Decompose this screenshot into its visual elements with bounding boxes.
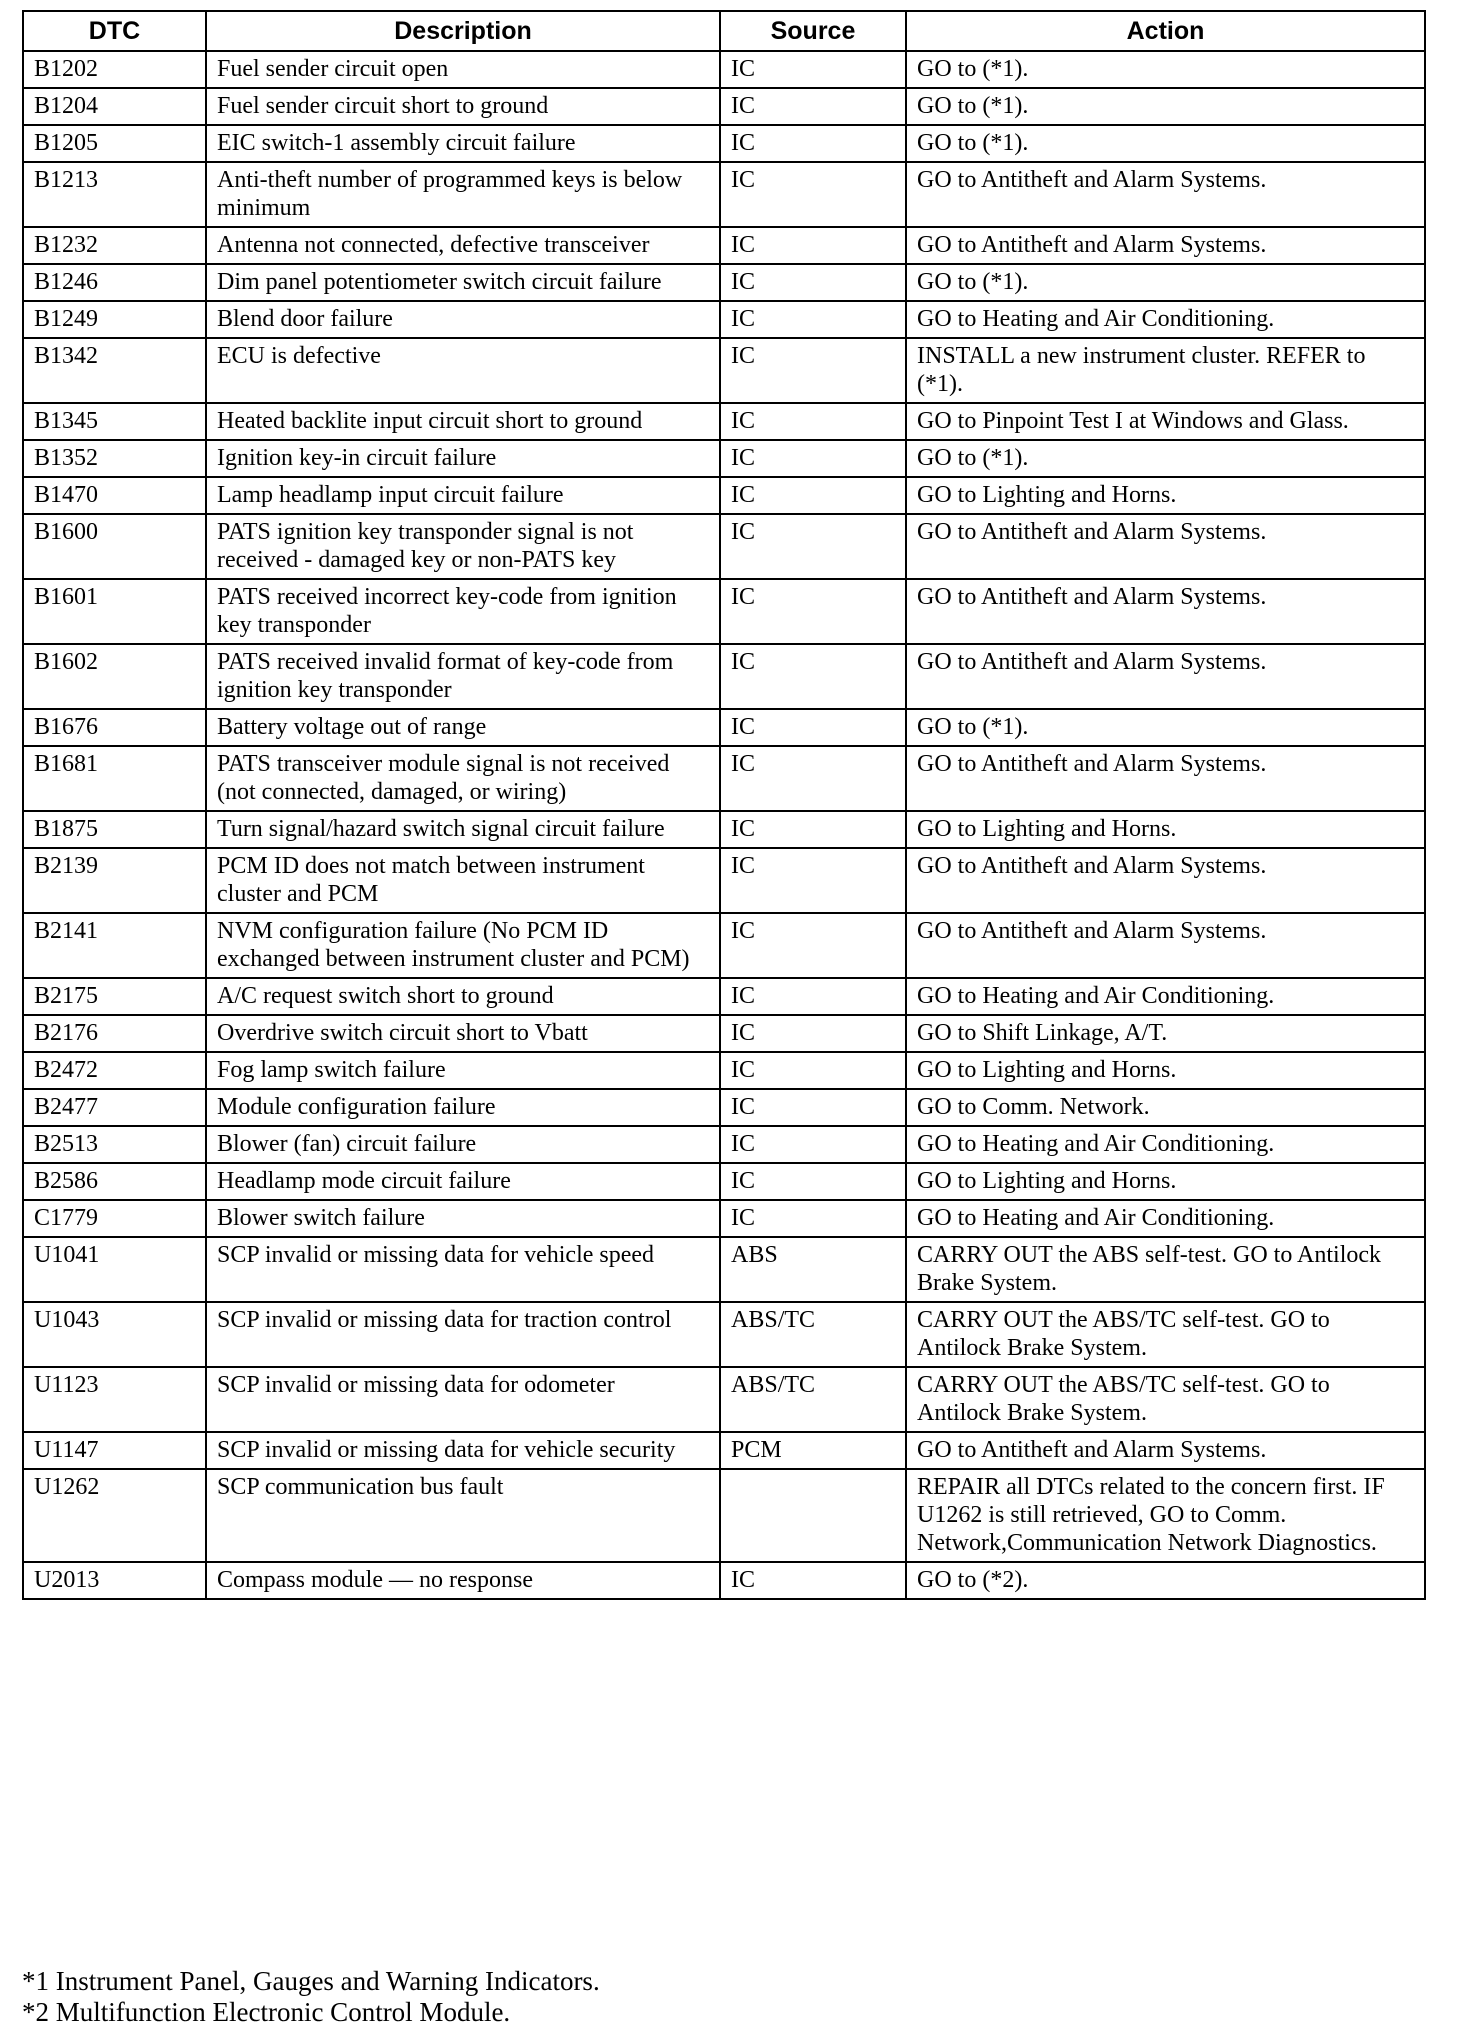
action-cell: GO to Comm. Network. (906, 1089, 1425, 1126)
table-row (23, 301, 1425, 338)
action-cell: GO to (*2). (906, 1562, 1425, 1599)
dtc-code-cell: B1213 (23, 162, 206, 227)
source-cell: ABS/TC (720, 1302, 906, 1367)
action-cell: CARRY OUT the ABS/TC self-test. GO to Antilock Brake System. (906, 1302, 1425, 1367)
dtc-code-cell: U2013 (23, 1562, 206, 1599)
source-cell: IC (720, 162, 906, 227)
table-body (23, 51, 1425, 1599)
dtc-code-cell: B1676 (23, 709, 206, 746)
table-row (23, 1163, 1425, 1200)
action-cell: GO to (*1). (906, 125, 1425, 162)
table-row (23, 1237, 1425, 1302)
dtc-code-cell: U1262 (23, 1469, 206, 1562)
source-cell: IC (720, 1562, 906, 1599)
action-cell: CARRY OUT the ABS/TC self-test. GO to Antilock Brake System. (906, 1367, 1425, 1432)
dtc-code-cell: U1041 (23, 1237, 206, 1302)
table-row (23, 746, 1425, 811)
action-cell: GO to (*1). (906, 264, 1425, 301)
dtc-code-cell: B1600 (23, 514, 206, 579)
description-cell: SCP communication bus fault (206, 1469, 720, 1562)
description-cell: Compass module — no response (206, 1562, 720, 1599)
source-cell: IC (720, 1163, 906, 1200)
source-cell: IC (720, 1200, 906, 1237)
action-cell: GO to Antitheft and Alarm Systems. (906, 514, 1425, 579)
action-cell: GO to Antitheft and Alarm Systems. (906, 579, 1425, 644)
description-cell: Headlamp mode circuit failure (206, 1163, 720, 1200)
dtc-code-cell: B2175 (23, 978, 206, 1015)
table-row (23, 1052, 1425, 1089)
dtc-code-cell: B1249 (23, 301, 206, 338)
description-cell: Turn signal/hazard switch signal circuit failure (206, 811, 720, 848)
source-cell: IC (720, 746, 906, 811)
dtc-code-cell: B2477 (23, 1089, 206, 1126)
description-cell: ECU is defective (206, 338, 720, 403)
table-row (23, 162, 1425, 227)
table-row (23, 644, 1425, 709)
table-row (23, 913, 1425, 978)
description-cell: PATS transceiver module signal is not received (not connected, damaged, or wiring) (206, 746, 720, 811)
dtc-code-cell: B1342 (23, 338, 206, 403)
footnote-2: *2 Multifunction Electronic Control Module. (22, 1997, 511, 2027)
dtc-code-cell: U1147 (23, 1432, 206, 1469)
source-cell: IC (720, 88, 906, 125)
table-row (23, 338, 1425, 403)
description-cell: EIC switch-1 assembly circuit failure (206, 125, 720, 162)
description-cell: Fog lamp switch failure (206, 1052, 720, 1089)
description-cell: Ignition key-in circuit failure (206, 440, 720, 477)
description-cell: SCP invalid or missing data for vehicle speed (206, 1237, 720, 1302)
action-cell: GO to Antitheft and Alarm Systems. (906, 746, 1425, 811)
dtc-code-cell: B1352 (23, 440, 206, 477)
column-header-dtc: DTC (23, 11, 206, 51)
dtc-code-cell: B1875 (23, 811, 206, 848)
action-cell: GO to Lighting and Horns. (906, 1052, 1425, 1089)
footnotes (22, 1966, 1424, 2028)
description-cell: PATS received incorrect key-code from ignition key transponder (206, 579, 720, 644)
dtc-code-cell: B2141 (23, 913, 206, 978)
description-cell: Heated backlite input circuit short to ground (206, 403, 720, 440)
source-cell: IC (720, 644, 906, 709)
table-row (23, 88, 1425, 125)
source-cell: IC (720, 301, 906, 338)
action-cell: INSTALL a new instrument cluster. REFER to (*1). (906, 338, 1425, 403)
description-cell: Module configuration failure (206, 1089, 720, 1126)
source-cell: ABS (720, 1237, 906, 1302)
dtc-code-cell: B1470 (23, 477, 206, 514)
source-cell: IC (720, 913, 906, 978)
source-cell (720, 1469, 906, 1562)
action-cell: GO to Heating and Air Conditioning. (906, 978, 1425, 1015)
dtc-code-cell: B2472 (23, 1052, 206, 1089)
dtc-code-cell: B2139 (23, 848, 206, 913)
action-cell: GO to Shift Linkage, A/T. (906, 1015, 1425, 1052)
source-cell: IC (720, 1126, 906, 1163)
action-cell: CARRY OUT the ABS self-test. GO to Antilock Brake System. (906, 1237, 1425, 1302)
table-row (23, 264, 1425, 301)
action-cell: GO to Lighting and Horns. (906, 1163, 1425, 1200)
description-cell: Fuel sender circuit open (206, 51, 720, 88)
action-cell: GO to (*1). (906, 440, 1425, 477)
description-cell: Blower switch failure (206, 1200, 720, 1237)
description-cell: Overdrive switch circuit short to Vbatt (206, 1015, 720, 1052)
dtc-code-cell: B1345 (23, 403, 206, 440)
action-cell: REPAIR all DTCs related to the concern first. IF U1262 is still retrieved, GO to Comm. Network,Communication Network Diagnostics. (906, 1469, 1425, 1562)
source-cell: IC (720, 514, 906, 579)
table-row (23, 514, 1425, 579)
table-header-row (23, 11, 1425, 51)
action-cell: GO to Antitheft and Alarm Systems. (906, 644, 1425, 709)
table-row (23, 1302, 1425, 1367)
source-cell: IC (720, 1089, 906, 1126)
table-row (23, 848, 1425, 913)
description-cell: Anti-theft number of programmed keys is below minimum (206, 162, 720, 227)
column-header-source: Source (720, 11, 906, 51)
table-row (23, 1469, 1425, 1562)
table-row (23, 1126, 1425, 1163)
dtc-code-cell: B2513 (23, 1126, 206, 1163)
action-cell: GO to Antitheft and Alarm Systems. (906, 913, 1425, 978)
description-cell: Battery voltage out of range (206, 709, 720, 746)
dtc-table (22, 10, 1426, 1600)
footnote-1: *1 Instrument Panel, Gauges and Warning Indicators. (22, 1966, 600, 1996)
action-cell: GO to Lighting and Horns. (906, 477, 1425, 514)
column-header-action: Action (906, 11, 1425, 51)
source-cell: IC (720, 403, 906, 440)
action-cell: GO to (*1). (906, 88, 1425, 125)
source-cell: IC (720, 1052, 906, 1089)
table-row (23, 1432, 1425, 1469)
description-cell: SCP invalid or missing data for vehicle security (206, 1432, 720, 1469)
source-cell: IC (720, 51, 906, 88)
dtc-code-cell: B1232 (23, 227, 206, 264)
table-row (23, 579, 1425, 644)
dtc-code-cell: U1043 (23, 1302, 206, 1367)
description-cell: SCP invalid or missing data for traction control (206, 1302, 720, 1367)
table-row (23, 403, 1425, 440)
table-row (23, 709, 1425, 746)
dtc-code-cell: B2176 (23, 1015, 206, 1052)
action-cell: GO to Heating and Air Conditioning. (906, 1200, 1425, 1237)
column-header-description: Description (206, 11, 720, 51)
dtc-code-cell: B1246 (23, 264, 206, 301)
dtc-code-cell: C1779 (23, 1200, 206, 1237)
description-cell: PATS received invalid format of key-code from ignition key transponder (206, 644, 720, 709)
action-cell: GO to Heating and Air Conditioning. (906, 301, 1425, 338)
source-cell: IC (720, 811, 906, 848)
table-row (23, 51, 1425, 88)
source-cell: IC (720, 978, 906, 1015)
action-cell: GO to (*1). (906, 709, 1425, 746)
action-cell: GO to Heating and Air Conditioning. (906, 1126, 1425, 1163)
dtc-code-cell: B1602 (23, 644, 206, 709)
dtc-code-cell: B1681 (23, 746, 206, 811)
source-cell: IC (720, 477, 906, 514)
action-cell: GO to Pinpoint Test I at Windows and Glass. (906, 403, 1425, 440)
table-row (23, 1367, 1425, 1432)
source-cell: IC (720, 264, 906, 301)
table-row (23, 227, 1425, 264)
action-cell: GO to Antitheft and Alarm Systems. (906, 227, 1425, 264)
source-cell: IC (720, 125, 906, 162)
dtc-code-cell: B1601 (23, 579, 206, 644)
description-cell: Blower (fan) circuit failure (206, 1126, 720, 1163)
table-row (23, 1015, 1425, 1052)
dtc-code-cell: B1202 (23, 51, 206, 88)
dtc-code-cell: U1123 (23, 1367, 206, 1432)
description-cell: Fuel sender circuit short to ground (206, 88, 720, 125)
dtc-code-cell: B2586 (23, 1163, 206, 1200)
source-cell: IC (720, 709, 906, 746)
description-cell: SCP invalid or missing data for odometer (206, 1367, 720, 1432)
source-cell: ABS/TC (720, 1367, 906, 1432)
table-row (23, 811, 1425, 848)
dtc-code-cell: B1205 (23, 125, 206, 162)
table-row (23, 440, 1425, 477)
description-cell: Dim panel potentiometer switch circuit failure (206, 264, 720, 301)
description-cell: A/C request switch short to ground (206, 978, 720, 1015)
table-row (23, 1200, 1425, 1237)
action-cell: GO to Lighting and Horns. (906, 811, 1425, 848)
source-cell: IC (720, 440, 906, 477)
table-row (23, 477, 1425, 514)
source-cell: IC (720, 227, 906, 264)
description-cell: Blend door failure (206, 301, 720, 338)
table-row (23, 125, 1425, 162)
action-cell: GO to Antitheft and Alarm Systems. (906, 1432, 1425, 1469)
source-cell: IC (720, 1015, 906, 1052)
description-cell: NVM configuration failure (No PCM ID exchanged between instrument cluster and PCM) (206, 913, 720, 978)
dtc-code-cell: B1204 (23, 88, 206, 125)
action-cell: GO to (*1). (906, 51, 1425, 88)
table-row (23, 978, 1425, 1015)
table-row (23, 1562, 1425, 1599)
source-cell: IC (720, 338, 906, 403)
description-cell: Antenna not connected, defective transceiver (206, 227, 720, 264)
description-cell: Lamp headlamp input circuit failure (206, 477, 720, 514)
table-row (23, 1089, 1425, 1126)
description-cell: PCM ID does not match between instrument cluster and PCM (206, 848, 720, 913)
action-cell: GO to Antitheft and Alarm Systems. (906, 162, 1425, 227)
source-cell: IC (720, 848, 906, 913)
source-cell: IC (720, 579, 906, 644)
description-cell: PATS ignition key transponder signal is not received - damaged key or non-PATS key (206, 514, 720, 579)
source-cell: PCM (720, 1432, 906, 1469)
action-cell: GO to Antitheft and Alarm Systems. (906, 848, 1425, 913)
